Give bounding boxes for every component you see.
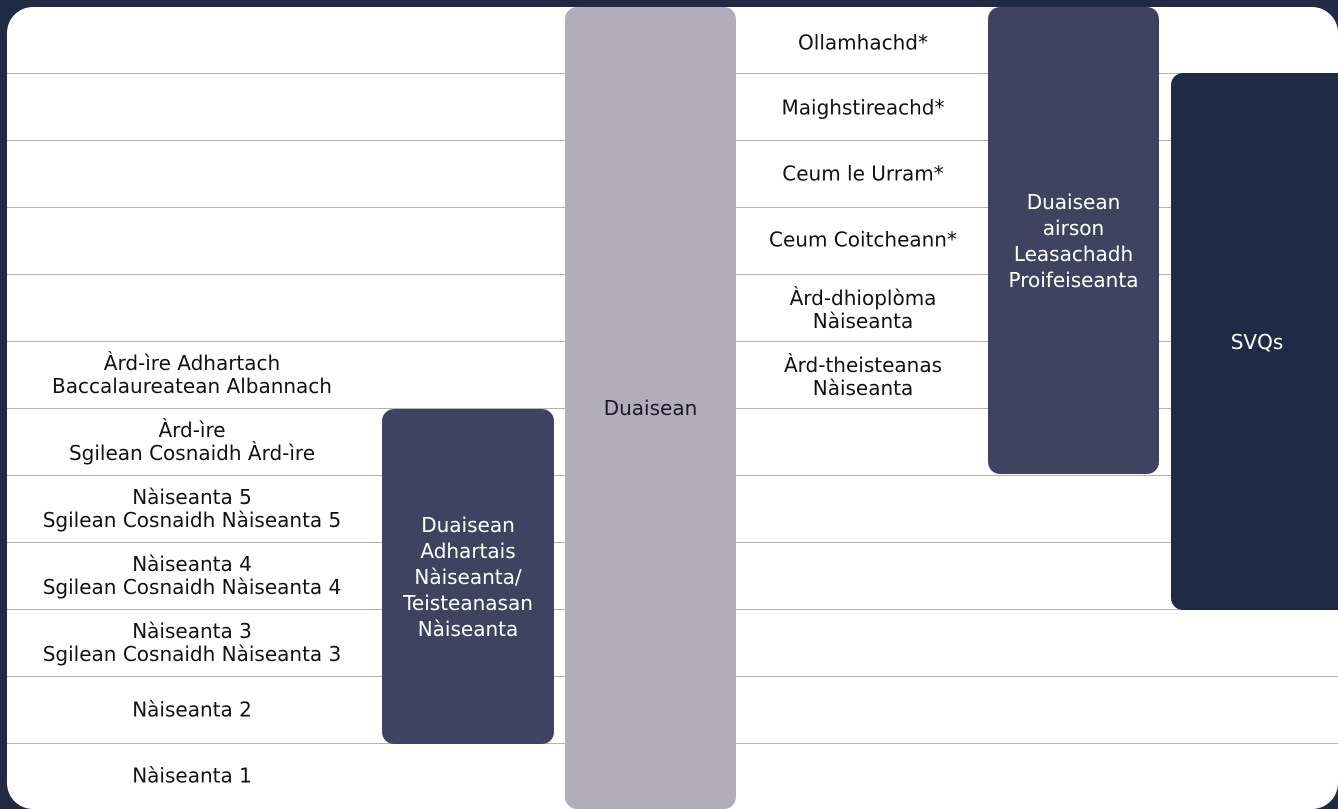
label-line: Sgilean Cosnaidh Nàiseanta 4 [42,575,342,599]
level-label-honours-degree [782,163,943,186]
label-line: Àrd-ìre Adhartach [103,351,281,375]
label-line: Nàiseanta 4 [132,552,252,576]
bar-text-line: Proifeiseanta [1008,267,1139,292]
label-line: Maighstireachd* [781,95,945,120]
bar-professional-development-awards [988,7,1159,474]
label-line: Àrd-ìre [158,418,226,442]
bar-text-line: Nàiseanta [417,616,519,641]
bar-text-line: Teisteanasan [403,590,533,615]
level-label-ordinary-degree [769,229,957,252]
label-line: Nàiseanta 3 [132,619,252,643]
label-line: Baccalaureatean Albannach [52,374,332,398]
bar-text-line: Duaisean [1026,189,1121,214]
level-label-doctorate [798,32,928,55]
label-line: Sgilean Cosnaidh Nàiseanta 3 [42,642,342,666]
bar-text-line: Nàiseanta/ [414,564,522,589]
label-line: Ollamhachd* [798,30,928,55]
level-label-advanced-higher [52,352,332,398]
label-line: Àrd-theisteanas [783,353,943,377]
level-label-masters [782,97,945,120]
bar-text-line: SVQs [1230,329,1284,354]
bar-text-line: airson [1042,215,1105,240]
label-line: Nàiseanta [812,309,914,333]
label-line: Sgilean Cosnaidh Àrd-ìre [68,441,316,465]
label-line: Àrd-dhioplòma [789,286,937,310]
label-line: Sgilean Cosnaidh Nàiseanta 5 [42,508,342,532]
bar-text-line: Duaisean [421,512,515,537]
level-label-national-4 [43,553,342,599]
label-line: Ceum Coitcheann* [769,227,957,252]
label-line: Nàiseanta [812,376,914,400]
label-line: Nàiseanta 1 [132,763,252,788]
bar-text-line: Leasachadh [1013,241,1134,266]
label-line: Ceum le Urram* [782,161,944,186]
bar-text-line: Adhartais [420,538,516,563]
level-label-national-3 [43,620,342,666]
bar-svqs [1171,73,1338,610]
level-label-hnd [790,287,937,333]
bar-text-line: Duaisean [603,396,698,420]
diagram-canvas [7,7,1338,809]
level-label-national-2 [132,699,252,722]
label-line: Nàiseanta 2 [132,697,252,722]
level-label-higher [69,419,315,465]
bar-awards [565,7,736,809]
level-label-hnc [784,354,942,400]
bar-national-progression-awards [382,409,554,744]
level-label-national-1 [132,765,252,788]
level-label-national-5 [43,486,342,532]
label-line: Nàiseanta 5 [132,485,252,509]
